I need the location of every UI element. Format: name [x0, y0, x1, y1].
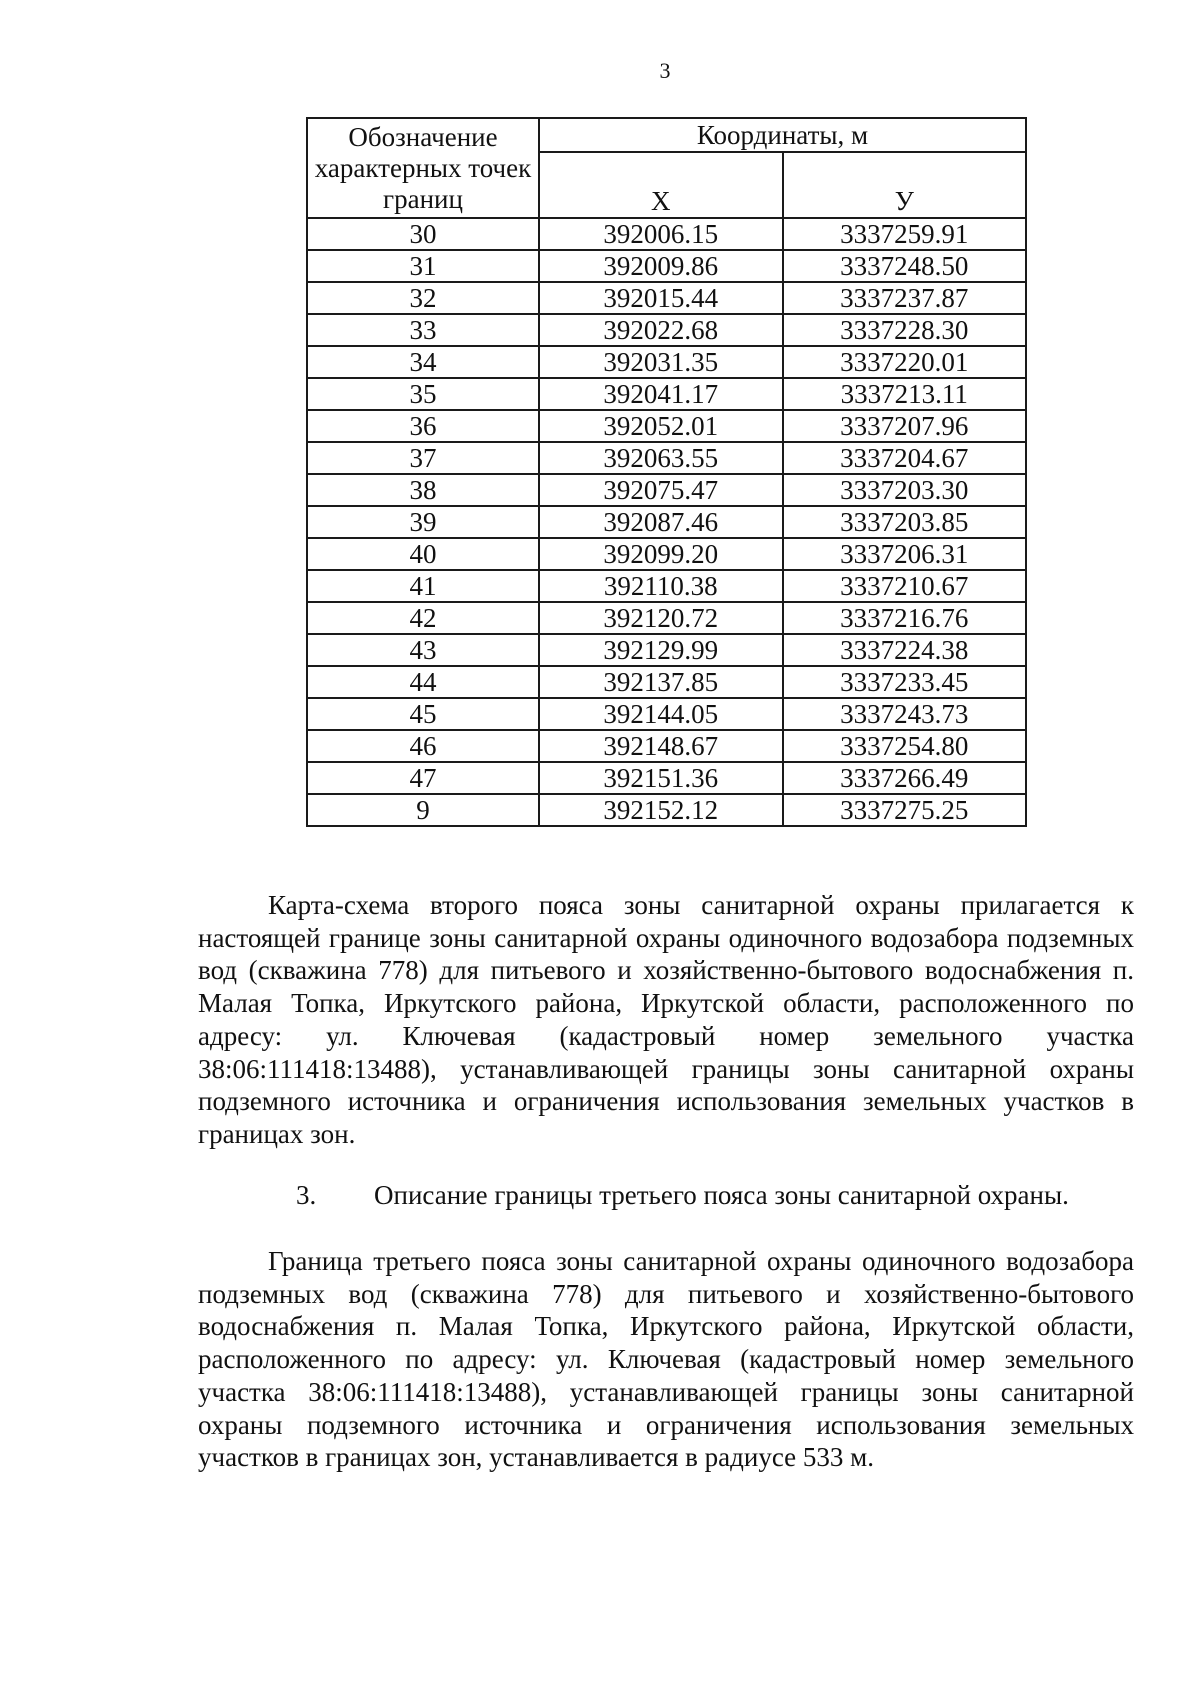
cell-x: 392144.05: [539, 698, 783, 730]
table-row: [307, 474, 1026, 506]
table-row: [307, 378, 1026, 410]
cell-x: 392099.20: [539, 538, 783, 570]
cell-x: 392031.35: [539, 346, 783, 378]
cell-x: 392152.12: [539, 794, 783, 826]
third-zone-paragraph: [198, 1245, 1134, 1474]
cell-y: 3337204.67: [783, 442, 1027, 474]
table-row: [307, 762, 1026, 794]
cell-x: 392075.47: [539, 474, 783, 506]
cell-point: 35: [307, 378, 539, 410]
header-x: X: [539, 152, 783, 218]
cell-point: 30: [307, 218, 539, 250]
cell-y: 3337228.30: [783, 314, 1027, 346]
cell-x: 392063.55: [539, 442, 783, 474]
cell-x: 392110.38: [539, 570, 783, 602]
map-scheme-paragraph: [198, 889, 1134, 1151]
table-row: [307, 410, 1026, 442]
table-row: [307, 698, 1026, 730]
cell-x: 392022.68: [539, 314, 783, 346]
table-body: [307, 218, 1026, 826]
cell-y: 3337243.73: [783, 698, 1027, 730]
cell-point: 40: [307, 538, 539, 570]
section-number: 3.: [296, 1180, 317, 1210]
cell-point: 43: [307, 634, 539, 666]
coordinates-table: [306, 117, 1027, 827]
cell-y: 3337206.31: [783, 538, 1027, 570]
cell-x: 392129.99: [539, 634, 783, 666]
cell-point: 9: [307, 794, 539, 826]
table-row: [307, 602, 1026, 634]
table-row: [307, 538, 1026, 570]
cell-point: 45: [307, 698, 539, 730]
header-coordinates: Координаты, м: [539, 118, 1026, 152]
table-row: [307, 570, 1026, 602]
cell-point: 41: [307, 570, 539, 602]
page-number: 3: [659, 58, 671, 83]
cell-y: 3337213.11: [783, 378, 1027, 410]
cell-y: 3337216.76: [783, 602, 1027, 634]
cell-y: 3337237.87: [783, 282, 1027, 314]
table-row: [307, 666, 1026, 698]
cell-point: 44: [307, 666, 539, 698]
table-row: [307, 730, 1026, 762]
cell-y: 3337203.30: [783, 474, 1027, 506]
cell-point: 34: [307, 346, 539, 378]
cell-y: 3337224.38: [783, 634, 1027, 666]
cell-y: 3337275.25: [783, 794, 1027, 826]
cell-point: 36: [307, 410, 539, 442]
table-row: [307, 314, 1026, 346]
section-heading: [296, 1179, 1069, 1212]
cell-y: 3337259.91: [783, 218, 1027, 250]
cell-x: 392006.15: [539, 218, 783, 250]
cell-y: 3337210.67: [783, 570, 1027, 602]
cell-point: 32: [307, 282, 539, 314]
cell-y: 3337266.49: [783, 762, 1027, 794]
cell-y: 3337207.96: [783, 410, 1027, 442]
cell-x: 392087.46: [539, 506, 783, 538]
cell-point: 47: [307, 762, 539, 794]
section-title: Описание границы третьего пояса зоны санитарной охраны.: [374, 1180, 1069, 1210]
table-row: [307, 282, 1026, 314]
table-row: [307, 250, 1026, 282]
cell-point: 31: [307, 250, 539, 282]
table-row: [307, 442, 1026, 474]
cell-x: 392041.17: [539, 378, 783, 410]
cell-y: 3337254.80: [783, 730, 1027, 762]
table-row: [307, 794, 1026, 826]
table-header: [307, 118, 1026, 218]
cell-point: 37: [307, 442, 539, 474]
cell-y: 3337248.50: [783, 250, 1027, 282]
cell-point: 33: [307, 314, 539, 346]
cell-point: 46: [307, 730, 539, 762]
cell-x: 392015.44: [539, 282, 783, 314]
cell-y: 3337203.85: [783, 506, 1027, 538]
cell-point: 38: [307, 474, 539, 506]
paragraph-text: Карта-схема второго пояса зоны санитарной охраны прилагается к настоящей границе зоны санитарной охраны одиночного водозабора подземных вод (скважина 778) для питьевого и хозяйственно-бытового водоснабжения п. Малая Топка, Иркутского района, Иркутской области, расположенного по адресу: ул. Ключевая (кадастровый номер земельного участка 38:06:111418:13488), устанавливающей границы зоны санитарной охраны подземного источника и ограничения использования земельных участков в границах зон.: [198, 890, 1134, 1149]
header-designation: Обозначение характерных точек границ: [307, 118, 539, 218]
table-row: [307, 346, 1026, 378]
paragraph-text: Граница третьего пояса зоны санитарной охраны одиночного водозабора подземных вод (скважина 778) для питьевого и хозяйственно-бытового водоснабжения п. Малая Топка, Иркутского района, Иркутской области, расположенного по адресу: ул. Ключевая (кадастровый номер земельного участка 38:06:111418:13488), устанавливающей границы зоны санитарной охраны подземного источника и ограничения использования земельных участков в границах зон, устанавливается в радиусе 533 м.: [198, 1246, 1134, 1473]
table-row: [307, 218, 1026, 250]
cell-x: 392120.72: [539, 602, 783, 634]
cell-x: 392148.67: [539, 730, 783, 762]
cell-x: 392052.01: [539, 410, 783, 442]
cell-x: 392137.85: [539, 666, 783, 698]
cell-x: 392009.86: [539, 250, 783, 282]
header-y: У: [783, 152, 1027, 218]
cell-y: 3337233.45: [783, 666, 1027, 698]
cell-point: 42: [307, 602, 539, 634]
cell-y: 3337220.01: [783, 346, 1027, 378]
cell-x: 392151.36: [539, 762, 783, 794]
cell-point: 39: [307, 506, 539, 538]
table-row: [307, 634, 1026, 666]
table-row: [307, 506, 1026, 538]
